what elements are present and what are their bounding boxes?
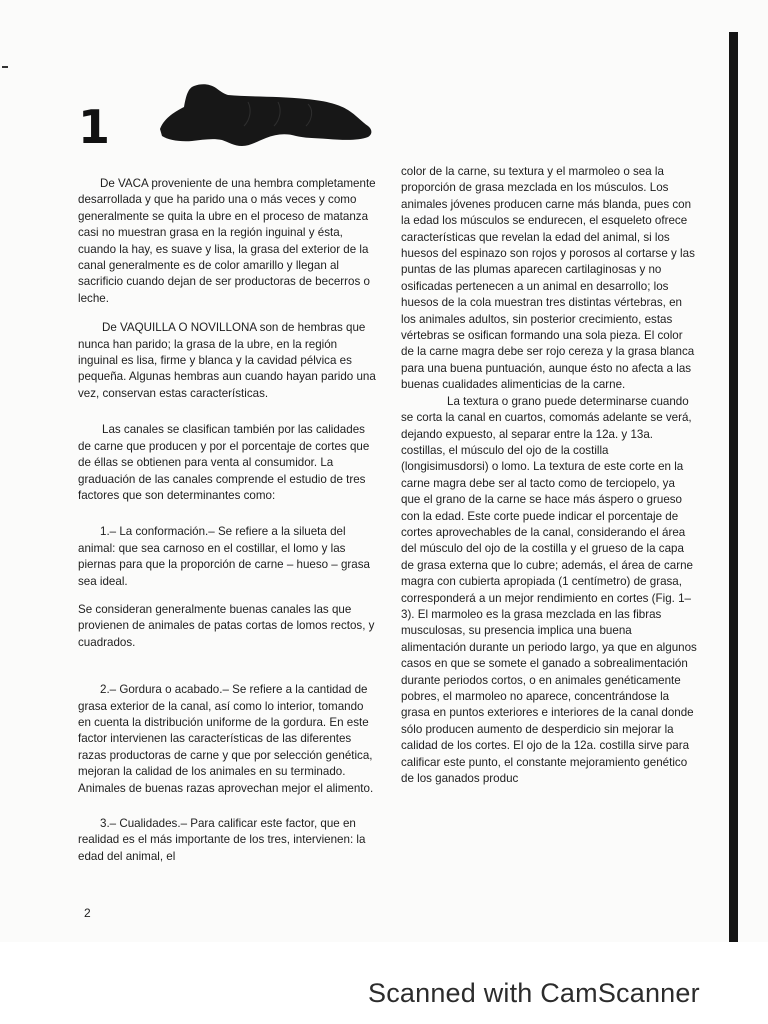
paragraph-vaquilla: De VAQUILLA O NOVILLONA son de hembras que nunca han parido; la grasa de la ubre, en la región inguinal es lisa, firme y blanca y la cavidad pélvica es pequeña. Algunas hembras aun cuando hayan parido una vez, conservan estas características. (78, 321, 376, 400)
camscanner-watermark: Scanned with CamScanner (368, 978, 700, 1008)
chapter-number: 1 (78, 100, 111, 154)
page-edge-shadow (729, 32, 738, 942)
paragraph-conformacion: 1.– La conformación.– Se refiere a la silueta del animal: que sea carnoso en el costillar, el lomo y las piernas para que la proporción de carne – hueso – grasa sea ideal. (78, 525, 370, 588)
paragraph-gordura: 2.– Gordura o acabado.– Se refiere a la cantidad de grasa exterior de la canal, así como lo interior, tomando en cuenta la distribución uniforme de la gordura. En este factor intervienen las características de las diferentes razas productoras de carne y que por selección genética, mejoran la calidad de los animales en su terminado. Animales de buenas razas aprovechan mejor el alimento. (78, 683, 374, 795)
paragraph-cualidades: 3.– Cualidades.– Para calificar este factor, que en realidad es el más importante de los tres, intervienen: la edad del animal, el (78, 817, 366, 863)
scan-mark (2, 66, 8, 68)
left-column (78, 176, 376, 865)
right-column (401, 164, 697, 787)
page-number: 2 (84, 906, 91, 920)
paragraph-textura: La textura o grano puede determinarse cuando se corta la canal en cuartos, comomás adelante se verá, dejando expuesto, al separar entre la 12a. y 13a. costillas, el músculo del ojo de la costilla (longisimusdorsi) o lomo. La textura de este corte en la carne magra debe ser al tacto como de terciopelo, ya que el grano de la carne se hace más áspero o grueso con la edad. Este corte puede indicar el porcentaje de cortes aprovechables de la canal, considerando el área del músculo del ojo de la costilla y el grueso de la capa de grasa externa que lo cubre; además, el área de carne magra con cubierta apropiada (1 centímetro) de grasa, corresponderá a un mejor rendimiento en cortes (Fig. 1–3). El marmoleo es la grasa mezclada en las fibras musculosas, su presencia implica una buena alimentación durante un periodo largo, ya que en algunos casos en que se somete el ganado a sobrealimentación durante periodos cortos, o en animales genéticamente pobres, el marmoleo no aparece, concentrándose la grasa en puntos exteriores e interiores de la canal donde sólo producen aumento de desperdicio sin mejorar la calidad de los cortes. El ojo de la 12a. costilla sirve para calificar este punto, el constante mejoramiento genético de los ganados produc (401, 394, 697, 786)
paragraph-buenas-canales: Se consideran generalmente buenas canales las que provienen de animales de patas cortas de lomos rectos, y cuadrados. (78, 602, 375, 649)
cow-side-silhouette-icon (158, 80, 374, 150)
paragraph-color-carne: color de la carne, su textura y el marmoleo o sea la proporción de grasa mezclada en los músculos. Los animales jóvenes producen carne más blanda, pues con la edad los músculos se endurecen, el esqueleto ofrece características que revelan la edad del animal, si los huesos del espinazo son rojos y porosos al cortarse y las puntas de las plumas aparecen cartilaginosas y no osificadas pertenecen a un animal en desarrollo; los huesos de la cola muestran tres distintas vértebras, en los animales adultos, sin posterior crecimiento, estas vértebras se osifican formando una sola pieza. El color de la carne magra debe ser rojo cereza y la grasa blanca para una buena puntuación, aunque ésto no afecta a las buenas cualidades alimenticias de la carne. (401, 165, 695, 392)
paragraph-clasificacion: Las canales se clasifican también por las calidades de carne que producen y por el porcentaje de cortes que de éllas se obtienen para venta al consumidor. La graduación de las canales comprende el estudio de tres factores que son determinantes como: (78, 423, 370, 502)
paragraph-vaca: De VACA proveniente de una hembra completamente desarrollada y que ha parido una o más veces y como generalmente se quita la ubre en el proceso de matanza casi no muestran grasa en la región inguinal y ésta, cuando la hay, es suave y lisa, la grasa del exterior de la canal generalmente es de color amarillo y llegan al sacrificio cuando dejan de ser productoras de becerros o leche. (78, 177, 376, 305)
